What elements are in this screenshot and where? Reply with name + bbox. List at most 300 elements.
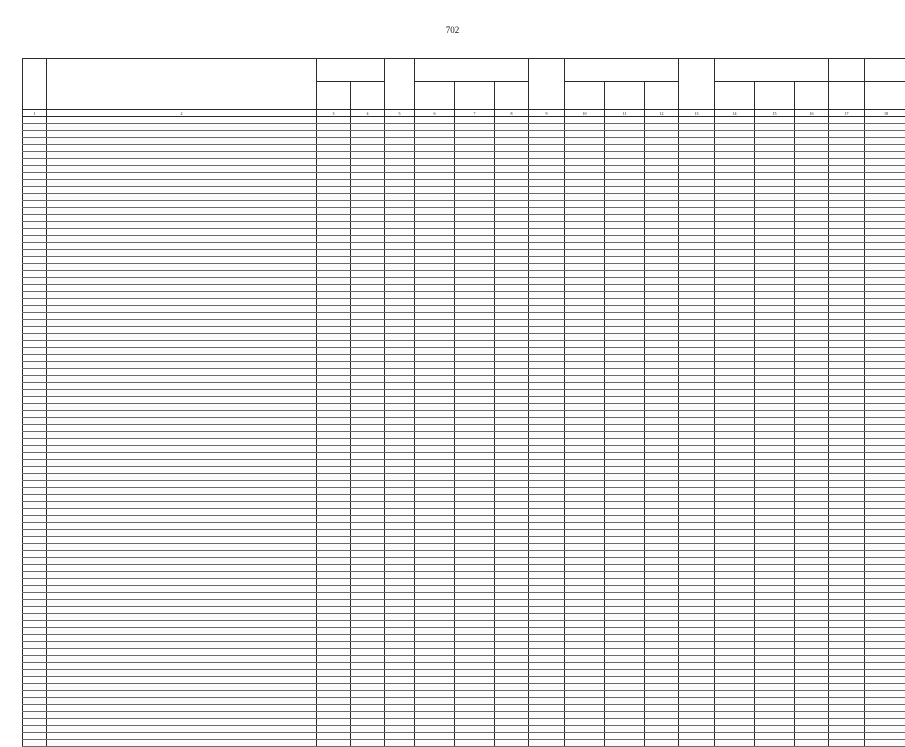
- table-cell: [755, 145, 795, 152]
- table-cell: [715, 320, 755, 327]
- table-cell: [795, 348, 829, 355]
- table-cell: [755, 173, 795, 180]
- table-cell: [47, 180, 317, 187]
- table-cell: [495, 509, 529, 516]
- table-cell: [455, 586, 495, 593]
- table-cell: [645, 299, 679, 306]
- table-cell: [715, 313, 755, 320]
- table-row: [23, 649, 905, 656]
- table-cell: [415, 313, 455, 320]
- table-cell: [415, 320, 455, 327]
- table-cell: [415, 334, 455, 341]
- table-cell: [715, 579, 755, 586]
- table-cell: [415, 600, 455, 607]
- table-cell: [565, 313, 605, 320]
- table-cell: [529, 432, 565, 439]
- table-cell: [415, 264, 455, 271]
- table-cell: [415, 642, 455, 649]
- table-cell: [385, 642, 415, 649]
- table-cell: [47, 348, 317, 355]
- table-cell: [755, 446, 795, 453]
- table-cell: [829, 537, 865, 544]
- table-cell: [605, 565, 645, 572]
- table-cell: [385, 362, 415, 369]
- table-cell: [47, 460, 317, 467]
- table-cell: [455, 565, 495, 572]
- table-cell: [47, 117, 317, 124]
- column-number-cell: 11: [605, 110, 645, 117]
- table-cell: [715, 656, 755, 663]
- table-cell: [47, 229, 317, 236]
- header-cell: [679, 59, 715, 110]
- table-cell: [47, 740, 317, 747]
- table-cell: [565, 670, 605, 677]
- table-cell: [385, 446, 415, 453]
- table-cell: [455, 131, 495, 138]
- table-cell: [415, 229, 455, 236]
- table-cell: [351, 236, 385, 243]
- table-cell: [795, 726, 829, 733]
- table-cell: [565, 201, 605, 208]
- table-cell: [529, 621, 565, 628]
- table-cell: [679, 607, 715, 614]
- table-cell: [715, 600, 755, 607]
- table-cell: [605, 698, 645, 705]
- table-cell: [385, 719, 415, 726]
- table-cell: [317, 411, 351, 418]
- table-cell: [385, 558, 415, 565]
- table-row: [23, 390, 905, 397]
- table-cell: [415, 656, 455, 663]
- table-row: [23, 530, 905, 537]
- table-row: [23, 712, 905, 719]
- table-cell: [679, 327, 715, 334]
- table-cell: [605, 152, 645, 159]
- table-cell: [455, 649, 495, 656]
- table-cell: [529, 481, 565, 488]
- table-cell: [529, 215, 565, 222]
- table-cell: [605, 439, 645, 446]
- table-cell: [565, 376, 605, 383]
- table-cell: [605, 726, 645, 733]
- table-cell: [47, 194, 317, 201]
- table-cell: [645, 278, 679, 285]
- table-cell: [865, 530, 905, 537]
- table-cell: [829, 390, 865, 397]
- table-cell: [645, 145, 679, 152]
- table-cell: [529, 740, 565, 747]
- table-cell: [565, 600, 605, 607]
- table-cell: [47, 327, 317, 334]
- column-number-cell: 6: [415, 110, 455, 117]
- table-cell: [679, 348, 715, 355]
- table-cell: [351, 656, 385, 663]
- table-cell: [645, 642, 679, 649]
- table-cell: [385, 285, 415, 292]
- table-cell: [317, 607, 351, 614]
- table-cell: [455, 523, 495, 530]
- table-cell: [755, 432, 795, 439]
- table-cell: [317, 390, 351, 397]
- table-cell: [829, 439, 865, 446]
- table-cell: [565, 572, 605, 579]
- table-cell: [455, 320, 495, 327]
- table-cell: [385, 131, 415, 138]
- table-cell: [529, 509, 565, 516]
- table-cell: [385, 628, 415, 635]
- table-row: [23, 166, 905, 173]
- table-cell: [47, 362, 317, 369]
- table-cell: [351, 439, 385, 446]
- table-cell: [23, 628, 47, 635]
- table-cell: [565, 481, 605, 488]
- table-cell: [351, 467, 385, 474]
- table-cell: [679, 684, 715, 691]
- table-cell: [829, 691, 865, 698]
- table-cell: [795, 313, 829, 320]
- table-cell: [415, 439, 455, 446]
- table-cell: [47, 257, 317, 264]
- table-cell: [795, 376, 829, 383]
- table-cell: [755, 306, 795, 313]
- table-cell: [529, 523, 565, 530]
- table-cell: [865, 264, 905, 271]
- table-cell: [795, 544, 829, 551]
- table-cell: [795, 516, 829, 523]
- table-cell: [795, 222, 829, 229]
- table-cell: [529, 551, 565, 558]
- table-cell: [755, 180, 795, 187]
- table-row: [23, 432, 905, 439]
- table-cell: [385, 460, 415, 467]
- table-cell: [865, 362, 905, 369]
- table-cell: [455, 236, 495, 243]
- table-cell: [455, 607, 495, 614]
- table-cell: [565, 131, 605, 138]
- table-row: [23, 740, 905, 747]
- table-cell: [679, 425, 715, 432]
- table-cell: [351, 222, 385, 229]
- table-cell: [455, 733, 495, 740]
- table-cell: [23, 509, 47, 516]
- table-row: [23, 222, 905, 229]
- table-cell: [351, 537, 385, 544]
- table-cell: [529, 341, 565, 348]
- table-cell: [565, 369, 605, 376]
- table-cell: [495, 208, 529, 215]
- table-cell: [565, 544, 605, 551]
- table-cell: [679, 614, 715, 621]
- table-cell: [495, 292, 529, 299]
- table-cell: [755, 628, 795, 635]
- table-cell: [455, 180, 495, 187]
- table-cell: [317, 215, 351, 222]
- table-cell: [645, 733, 679, 740]
- table-cell: [529, 635, 565, 642]
- table-cell: [455, 439, 495, 446]
- table-cell: [455, 341, 495, 348]
- table-cell: [529, 194, 565, 201]
- table-cell: [529, 593, 565, 600]
- table-cell: [23, 586, 47, 593]
- table-cell: [565, 446, 605, 453]
- table-cell: [715, 537, 755, 544]
- table-cell: [529, 180, 565, 187]
- table-cell: [495, 229, 529, 236]
- table-cell: [605, 453, 645, 460]
- table-cell: [565, 726, 605, 733]
- table-cell: [455, 173, 495, 180]
- table-cell: [865, 138, 905, 145]
- table-cell: [565, 740, 605, 747]
- table-cell: [385, 432, 415, 439]
- table-cell: [385, 600, 415, 607]
- table-cell: [23, 460, 47, 467]
- header-cell: [645, 82, 679, 110]
- table-cell: [47, 299, 317, 306]
- column-number-cell: 7: [455, 110, 495, 117]
- table-cell: [23, 516, 47, 523]
- header-cell: [317, 59, 385, 82]
- table-cell: [351, 201, 385, 208]
- table-cell: [47, 565, 317, 572]
- table-cell: [795, 460, 829, 467]
- table-cell: [679, 495, 715, 502]
- table-cell: [645, 250, 679, 257]
- table-cell: [795, 691, 829, 698]
- table-cell: [565, 285, 605, 292]
- table-row: [23, 516, 905, 523]
- table-cell: [795, 201, 829, 208]
- table-cell: [605, 530, 645, 537]
- table-cell: [865, 236, 905, 243]
- table-cell: [495, 362, 529, 369]
- table-cell: [755, 166, 795, 173]
- table-cell: [47, 600, 317, 607]
- table-cell: [755, 544, 795, 551]
- table-cell: [415, 117, 455, 124]
- table-cell: [715, 509, 755, 516]
- table-cell: [23, 285, 47, 292]
- table-cell: [645, 600, 679, 607]
- table-cell: [605, 376, 645, 383]
- table-cell: [385, 327, 415, 334]
- table-cell: [385, 348, 415, 355]
- table-cell: [317, 684, 351, 691]
- table-cell: [795, 593, 829, 600]
- table-cell: [829, 243, 865, 250]
- table-cell: [565, 390, 605, 397]
- table-cell: [455, 488, 495, 495]
- table-cell: [455, 481, 495, 488]
- table-cell: [829, 425, 865, 432]
- table-cell: [755, 334, 795, 341]
- table-cell: [755, 726, 795, 733]
- table-cell: [415, 201, 455, 208]
- table-cell: [415, 607, 455, 614]
- table-cell: [529, 418, 565, 425]
- table-cell: [23, 439, 47, 446]
- table-cell: [605, 705, 645, 712]
- header-cell: [715, 82, 755, 110]
- table-row: [23, 733, 905, 740]
- table-cell: [565, 523, 605, 530]
- table-cell: [529, 579, 565, 586]
- table-cell: [565, 397, 605, 404]
- table-cell: [565, 250, 605, 257]
- table-cell: [645, 516, 679, 523]
- table-cell: [455, 390, 495, 397]
- table-cell: [715, 369, 755, 376]
- table-cell: [679, 698, 715, 705]
- table-cell: [385, 530, 415, 537]
- table-cell: [455, 201, 495, 208]
- table-cell: [715, 201, 755, 208]
- table-cell: [385, 614, 415, 621]
- table-cell: [23, 670, 47, 677]
- table-cell: [865, 740, 905, 747]
- table-row: [23, 243, 905, 250]
- table-cell: [829, 327, 865, 334]
- table-cell: [605, 306, 645, 313]
- table-cell: [47, 677, 317, 684]
- table-cell: [829, 334, 865, 341]
- table-cell: [715, 208, 755, 215]
- table-cell: [47, 138, 317, 145]
- table-cell: [715, 404, 755, 411]
- table-cell: [47, 390, 317, 397]
- table-cell: [755, 467, 795, 474]
- table-cell: [829, 551, 865, 558]
- table-cell: [645, 152, 679, 159]
- table-cell: [795, 257, 829, 264]
- table-cell: [455, 117, 495, 124]
- table-cell: [865, 208, 905, 215]
- table-cell: [679, 404, 715, 411]
- table-cell: [47, 495, 317, 502]
- table-row: [23, 124, 905, 131]
- table-cell: [645, 579, 679, 586]
- table-row: [23, 208, 905, 215]
- table-cell: [495, 166, 529, 173]
- table-cell: [455, 124, 495, 131]
- table-cell: [23, 698, 47, 705]
- table-cell: [605, 145, 645, 152]
- table-cell: [317, 635, 351, 642]
- table-cell: [23, 145, 47, 152]
- table-cell: [605, 117, 645, 124]
- table-cell: [351, 712, 385, 719]
- table-cell: [715, 670, 755, 677]
- table-cell: [679, 390, 715, 397]
- table-row: [23, 257, 905, 264]
- table-cell: [415, 705, 455, 712]
- table-cell: [565, 425, 605, 432]
- table-cell: [715, 733, 755, 740]
- table-cell: [755, 208, 795, 215]
- table-cell: [565, 362, 605, 369]
- table-cell: [529, 348, 565, 355]
- table-row: [23, 404, 905, 411]
- table-cell: [415, 509, 455, 516]
- table-cell: [565, 705, 605, 712]
- table-cell: [865, 460, 905, 467]
- table-cell: [351, 194, 385, 201]
- table-row: [23, 663, 905, 670]
- table-cell: [605, 474, 645, 481]
- table-cell: [565, 383, 605, 390]
- table-cell: [565, 124, 605, 131]
- table-cell: [605, 425, 645, 432]
- table-cell: [755, 530, 795, 537]
- table-cell: [795, 705, 829, 712]
- table-cell: [455, 187, 495, 194]
- table-cell: [385, 481, 415, 488]
- table-cell: [679, 523, 715, 530]
- table-row: [23, 215, 905, 222]
- table-row: [23, 152, 905, 159]
- table-cell: [829, 418, 865, 425]
- table-cell: [529, 488, 565, 495]
- table-cell: [865, 516, 905, 523]
- table-cell: [317, 572, 351, 579]
- table-cell: [23, 635, 47, 642]
- table-cell: [317, 222, 351, 229]
- table-cell: [755, 453, 795, 460]
- table-cell: [865, 726, 905, 733]
- table-cell: [529, 138, 565, 145]
- table-cell: [529, 467, 565, 474]
- table-cell: [755, 593, 795, 600]
- table-row: [23, 285, 905, 292]
- table-cell: [715, 250, 755, 257]
- table-cell: [565, 502, 605, 509]
- table-cell: [795, 439, 829, 446]
- table-cell: [455, 194, 495, 201]
- table-cell: [755, 299, 795, 306]
- table-cell: [755, 495, 795, 502]
- table-cell: [605, 187, 645, 194]
- table-cell: [715, 628, 755, 635]
- table-cell: [679, 194, 715, 201]
- table-cell: [317, 677, 351, 684]
- table-cell: [47, 698, 317, 705]
- table-cell: [23, 705, 47, 712]
- table-cell: [755, 705, 795, 712]
- table-cell: [317, 180, 351, 187]
- table-cell: [495, 173, 529, 180]
- table-cell: [715, 425, 755, 432]
- table-cell: [865, 313, 905, 320]
- table-cell: [795, 411, 829, 418]
- table-cell: [351, 348, 385, 355]
- table-cell: [317, 544, 351, 551]
- table-cell: [455, 726, 495, 733]
- table-cell: [23, 544, 47, 551]
- table-cell: [865, 348, 905, 355]
- table-cell: [645, 740, 679, 747]
- table-cell: [23, 257, 47, 264]
- table-cell: [829, 264, 865, 271]
- table-cell: [351, 544, 385, 551]
- table-cell: [47, 397, 317, 404]
- table-cell: [529, 145, 565, 152]
- table-row: [23, 607, 905, 614]
- table-cell: [47, 439, 317, 446]
- table-cell: [605, 719, 645, 726]
- table-cell: [565, 467, 605, 474]
- table-cell: [565, 579, 605, 586]
